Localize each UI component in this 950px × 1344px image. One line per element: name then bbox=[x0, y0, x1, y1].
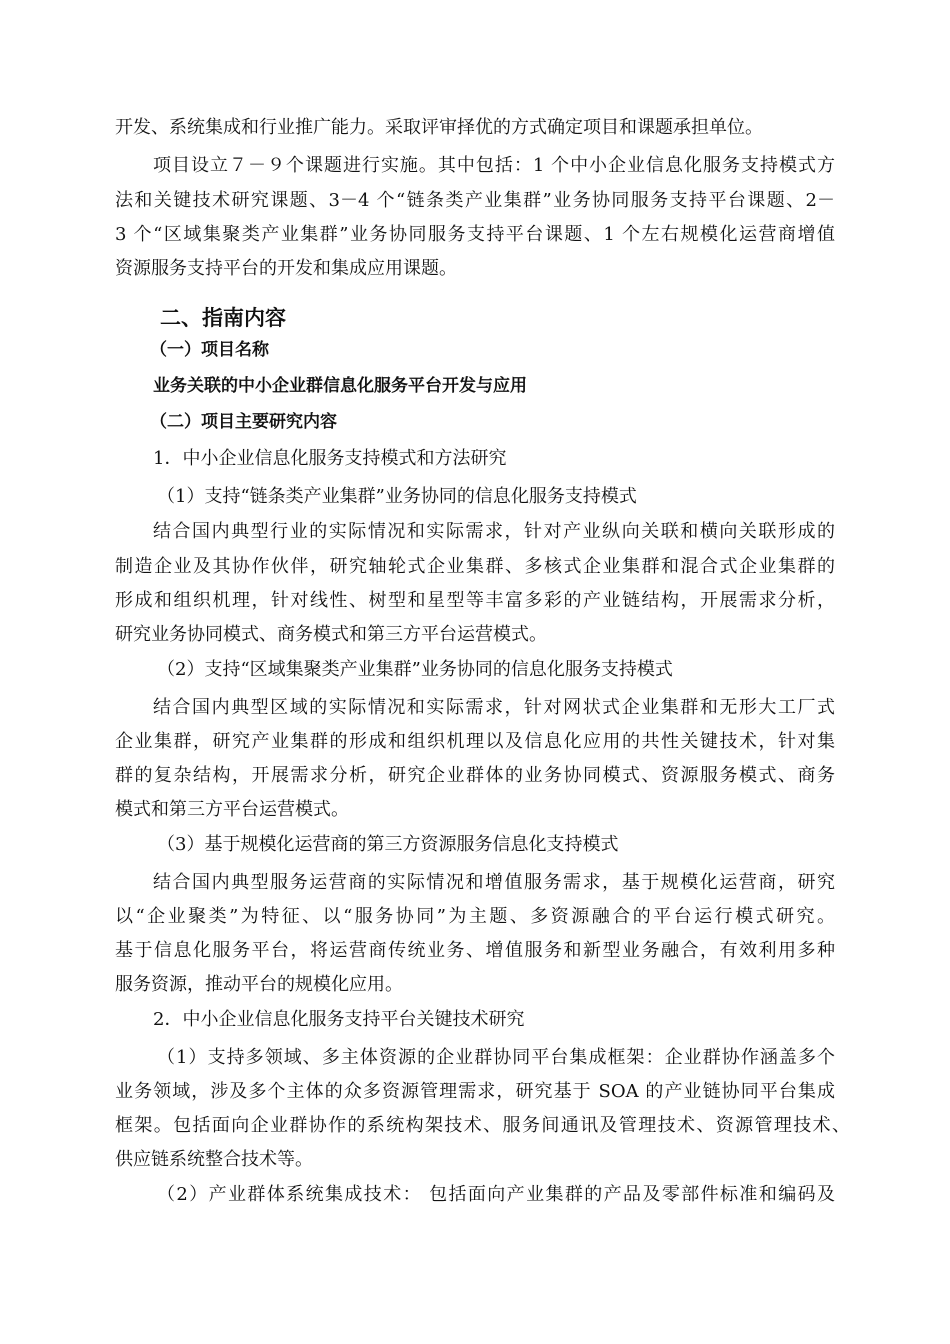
paragraph-line: （1）支持多领域、多主体资源的企业群协同平台集成框架：企业群协作涵盖多个 bbox=[157, 1047, 835, 1068]
paragraph-line: 供应链系统整合技术等。 bbox=[115, 1149, 313, 1170]
paragraph-line: 框架。包括面向企业群协作的系统构架技术、服务间通讯及管理技术、资源管理技术、 bbox=[115, 1115, 850, 1136]
paragraph-line: 企业集群，研究产业集群的形成和组织机理以及信息化应用的共性关键技术，针对集 bbox=[115, 731, 835, 752]
paragraph-line: 模式和第三方平台运营模式。 bbox=[115, 799, 349, 820]
project-title: 业务关联的中小企业群信息化服务平台开发与应用 bbox=[153, 376, 527, 396]
paragraph-line: 服务资源，推动平台的规模化应用。 bbox=[115, 974, 403, 995]
paragraph-line: 资源服务支持平台的开发和集成应用课题。 bbox=[115, 258, 457, 279]
numbered-heading: 2．中小企业信息化服务支持平台关键技术研究 bbox=[153, 1009, 525, 1030]
paragraph-line: （2）产业群体系统集成技术： 包括面向产业集群的产品及零部件标准和编码及 bbox=[157, 1184, 835, 1205]
paragraph-line: 研究业务协同模式、商务模式和第三方平台运营模式。 bbox=[115, 624, 547, 645]
paragraph-line: 开发、系统集成和行业推广能力。采取评审择优的方式确定项目和课题承担单位。 bbox=[115, 117, 763, 138]
paragraph-line: 3 个“区域集聚类产业集群”业务协同服务支持平台课题、1 个左右规模化运营商增值 bbox=[115, 224, 835, 245]
paragraph-line: 形成和组织机理，针对线性、树型和星型等丰富多彩的产业链结构，开展需求分析， bbox=[115, 590, 835, 611]
paragraph-line: 结合国内典型行业的实际情况和实际需求，针对产业纵向关联和横向关联形成的 bbox=[153, 521, 835, 542]
paragraph-line: 以“企业聚类”为特征、以“服务协同”为主题、多资源融合的平台运行模式研究。 bbox=[115, 906, 835, 927]
paragraph-line: 结合国内典型区域的实际情况和实际需求，针对网状式企业集群和无形大工厂式 bbox=[153, 697, 835, 718]
paragraph-line: 业务领域，涉及多个主体的众多资源管理需求，研究基于 SOA 的产业链协同平台集成 bbox=[115, 1081, 835, 1102]
item-heading: （3）基于规模化运营商的第三方资源服务信息化支持模式 bbox=[157, 834, 619, 855]
item-heading: （2）支持“区域集聚类产业集群”业务协同的信息化服务支持模式 bbox=[157, 659, 673, 680]
paragraph-line: 结合国内典型服务运营商的实际情况和增值服务需求，基于规模化运营商，研究 bbox=[153, 872, 835, 893]
item-heading: （1）支持“链条类产业集群”业务协同的信息化服务支持模式 bbox=[157, 486, 637, 507]
subsection-heading: （一）项目名称 bbox=[150, 340, 269, 360]
paragraph-line: 项目设立７－９个课题进行实施。其中包括：1 个中小企业信息化服务支持模式方 bbox=[153, 155, 835, 176]
paragraph-line: 法和关键技术研究课题、3－4 个“链条类产业集群”业务协同服务支持平台课题、2－ bbox=[115, 190, 835, 211]
paragraph-line: 基于信息化服务平台，将运营商传统业务、增值服务和新型业务融合，有效利用多种 bbox=[115, 940, 835, 961]
numbered-heading: 1．中小企业信息化服务支持模式和方法研究 bbox=[153, 448, 507, 469]
paragraph-line: 群的复杂结构，开展需求分析，研究企业群体的业务协同模式、资源服务模式、商务 bbox=[115, 765, 835, 786]
subsection-heading: （二）项目主要研究内容 bbox=[150, 412, 337, 432]
paragraph-line: 制造企业及其协作伙伴，研究轴轮式企业集群、多核式企业集群和混合式企业集群的 bbox=[115, 556, 835, 577]
section-heading: 二、指南内容 bbox=[160, 306, 286, 330]
